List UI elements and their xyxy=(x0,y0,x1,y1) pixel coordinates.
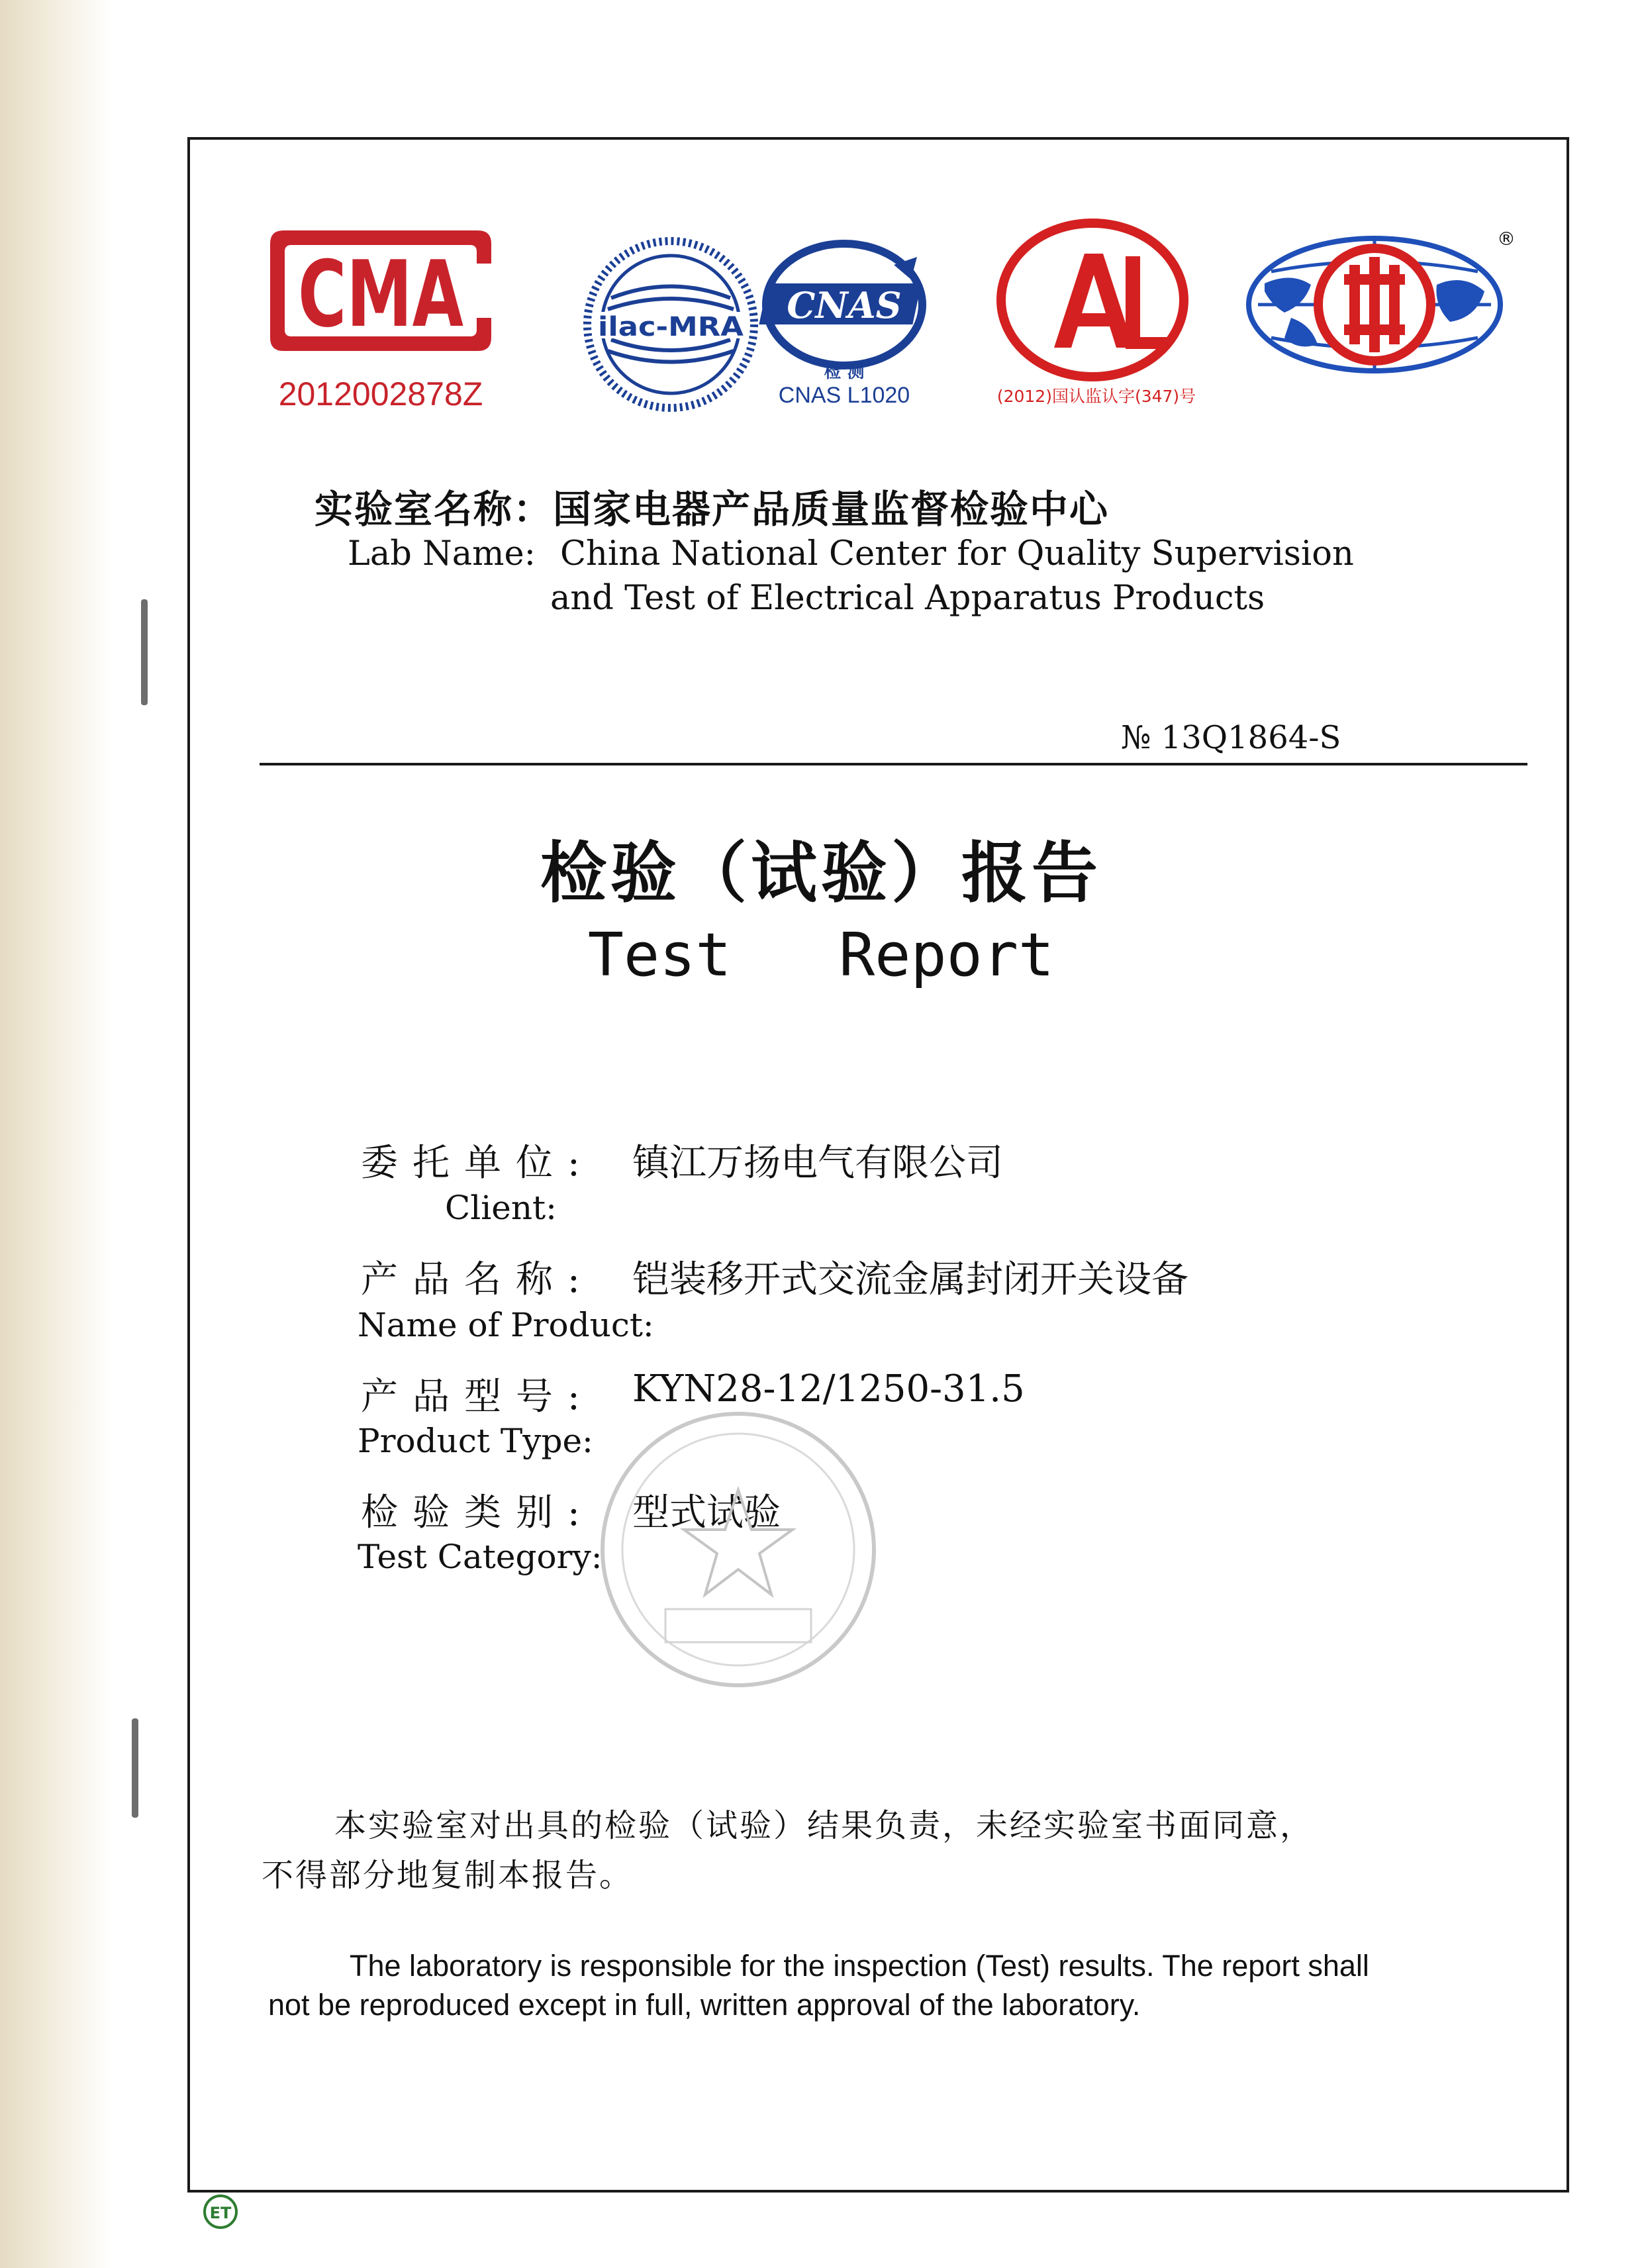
test-category-label-en: Test Category: xyxy=(358,1538,603,1576)
notice-en-line1: The laboratory is responsible for the inspection (Test) results. The report shall xyxy=(350,1949,1369,1983)
product-type-label-en: Product Type: xyxy=(358,1422,593,1460)
notice-cn-line2: 不得部分地复制本报告。 xyxy=(262,1857,634,1894)
ilac-text: ilac-MRA xyxy=(598,312,744,342)
cnas-number: CNAS L1020 xyxy=(778,383,910,408)
lab-name-label-en: Lab Name: xyxy=(348,534,536,573)
product-name-label-cn: 产品名称: xyxy=(361,1258,595,1301)
et-mark-icon xyxy=(201,2192,240,2232)
al-logo xyxy=(967,215,1232,414)
client-label-en: Client: xyxy=(445,1189,557,1227)
cma-number: 2012002878Z xyxy=(278,375,483,411)
report-title-en: Test Report xyxy=(587,920,1055,990)
staple-bottom xyxy=(132,1718,138,1818)
cnas-logo xyxy=(755,238,934,411)
registered-mark: ® xyxy=(1497,228,1516,250)
et-mark-text: ET xyxy=(209,2204,232,2222)
test-category-value: 型式试验 xyxy=(632,1491,781,1534)
lab-name-cn: 实验室名称：国家电器产品质量监督检验中心 xyxy=(314,487,1110,532)
cma-logo-text: CMA xyxy=(298,241,464,348)
product-name-value: 铠装移开式交流金属封闭开关设备 xyxy=(632,1258,1188,1301)
ilac-mra-logo xyxy=(581,235,760,414)
product-name-label-en: Name of Product: xyxy=(358,1306,654,1344)
lab-name-en-line1: China National Center for Quality Supervision xyxy=(560,534,1354,573)
al-number: (2012)国认监认字(347)号 xyxy=(996,387,1196,406)
cma-logo xyxy=(245,212,516,411)
client-label-cn: 委托单位: xyxy=(361,1142,595,1185)
staple-top xyxy=(141,599,148,705)
product-type-value: KYN28-12/1250-31.5 xyxy=(632,1367,1025,1410)
embossed-seal xyxy=(593,1404,884,1695)
globe-logo xyxy=(1245,225,1523,384)
cnas-sub: 检 测 xyxy=(824,362,865,382)
notice-cn-line1: 本实验室对出具的检验（试验）结果负责，未经实验室书面同意， xyxy=(334,1807,1314,1844)
client-value: 镇江万扬电气有限公司 xyxy=(632,1142,1003,1185)
notice-en-line2: not be reproduced except in full, written approval of the laboratory. xyxy=(268,1988,1141,2022)
report-title-cn: 检验（试验）报告 xyxy=(540,834,1102,912)
cnas-text: CNAS xyxy=(787,284,902,326)
report-number: № 13Q1864-S xyxy=(1121,719,1341,756)
test-category-label-cn: 检验类别: xyxy=(361,1491,595,1534)
binding-margin xyxy=(0,0,111,2268)
product-type-label-cn: 产品型号: xyxy=(361,1375,595,1418)
lab-name-en-line2: and Test of Electrical Apparatus Products xyxy=(550,579,1265,618)
divider-line xyxy=(260,763,1527,765)
